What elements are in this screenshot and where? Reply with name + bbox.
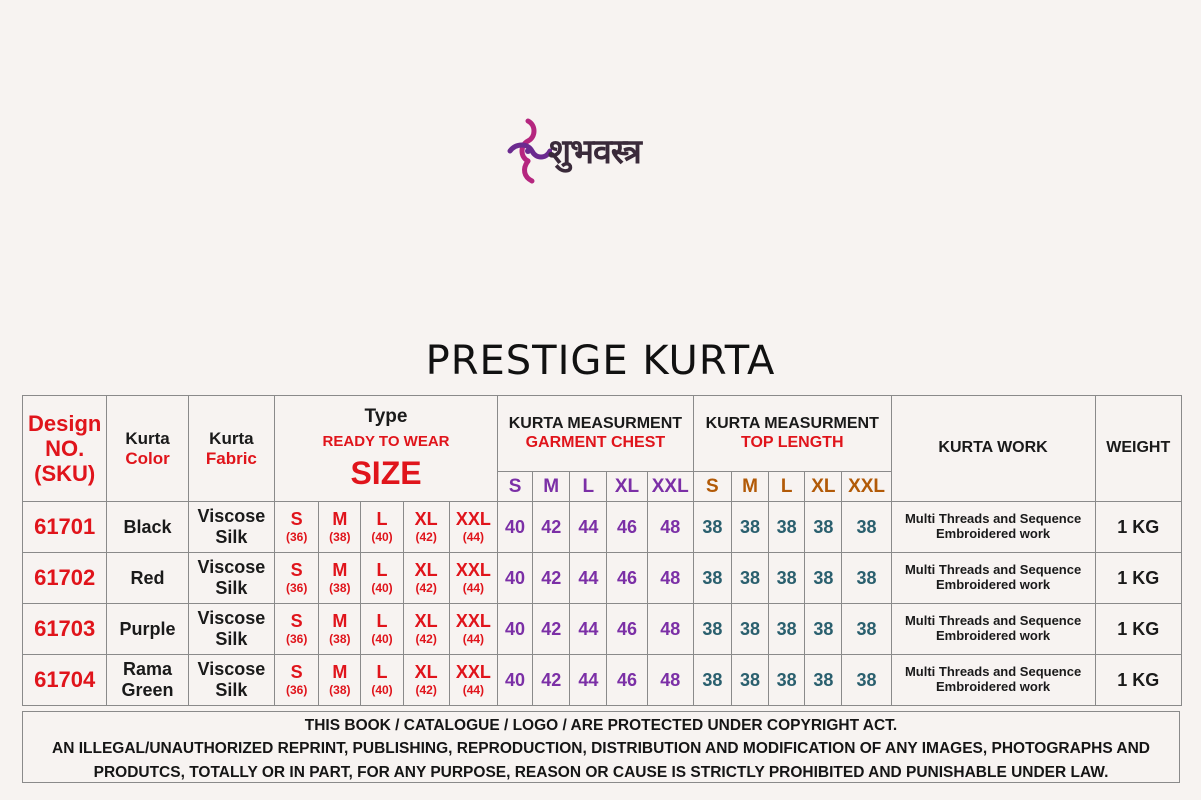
sku-cell: 61701 [23, 502, 107, 553]
copyright-line-3: PRODUTCS, TOTALLY OR IN PART, FOR ANY PURPOSE, REASON OR CAUSE IS STRICTLY PROHIBITED AND PUNISHABLE UNDER LAW. [93, 763, 1109, 781]
length-value: 38 [769, 604, 805, 655]
work-cell: Multi Threads and Sequence Embroidered work [891, 502, 1095, 553]
length-size-l: L [769, 472, 805, 502]
length-value: 38 [731, 553, 768, 604]
length-value: 38 [805, 553, 842, 604]
fabric-cell: Viscose Silk [188, 655, 274, 706]
table-row [23, 655, 1182, 706]
header-design-no: Design NO. (SKU) [23, 396, 107, 502]
sku-cell: 61702 [23, 553, 107, 604]
length-value: 38 [693, 553, 731, 604]
ready-size-cell: S (36) [275, 604, 319, 655]
work-cell: Multi Threads and Sequence Embroidered work [891, 604, 1095, 655]
header-kurta-work: KURTA WORK [891, 396, 1095, 502]
ready-size-cell: XL (42) [403, 655, 449, 706]
chest-size-m: M [533, 472, 570, 502]
length-value: 38 [769, 553, 805, 604]
table-row [23, 604, 1182, 655]
weight-cell: 1 KG [1095, 553, 1181, 604]
brand-logo [506, 110, 702, 190]
chest-value: 42 [533, 604, 570, 655]
table-row [23, 502, 1182, 553]
work-cell: Multi Threads and Sequence Embroidered work [891, 553, 1095, 604]
chest-value: 44 [570, 502, 607, 553]
chest-value: 46 [607, 502, 647, 553]
catalogue-title: PRESTIGE KURTA [425, 338, 776, 384]
length-value: 38 [693, 655, 731, 706]
ready-size-cell: S (36) [275, 553, 319, 604]
length-value: 38 [731, 502, 768, 553]
chest-size-xxl: XXL [647, 472, 693, 502]
chest-value: 48 [647, 604, 693, 655]
ready-size-cell: M (38) [319, 553, 361, 604]
ready-size-cell: XXL (44) [449, 502, 497, 553]
header-top-length: KURTA MEASURMENT TOP LENGTH [693, 396, 891, 472]
length-value: 38 [769, 655, 805, 706]
ready-size-cell: XXL (44) [449, 553, 497, 604]
length-value: 38 [805, 502, 842, 553]
ready-size-cell: L (40) [361, 553, 403, 604]
copyright-line-2: AN ILLEGAL/UNAUTHORIZED REPRINT, PUBLISHING, REPRODUCTION, DISTRIBUTION AND MODIFICATION OF ANY IMAGES, PHOTOGRAPHS AND [52, 740, 1150, 758]
length-size-xxl: XXL [842, 472, 891, 502]
length-value: 38 [805, 604, 842, 655]
length-value: 38 [769, 502, 805, 553]
chest-value: 40 [497, 502, 532, 553]
chest-value: 48 [647, 502, 693, 553]
copyright-line-1: THIS BOOK / CATALOGUE / LOGO / ARE PROTECTED UNDER COPYRIGHT ACT. [304, 717, 898, 734]
ready-size-cell: XXL (44) [449, 655, 497, 706]
work-cell: Multi Threads and Sequence Embroidered work [891, 655, 1095, 706]
header-type-size: Type READY TO WEAR SIZE [275, 396, 498, 502]
chest-value: 44 [570, 655, 607, 706]
chest-value: 46 [607, 604, 647, 655]
header-kurta-fabric: Kurta Fabric [188, 396, 274, 502]
swastik-swirl-logo-icon [506, 115, 552, 185]
chest-value: 48 [647, 655, 693, 706]
weight-cell: 1 KG [1095, 604, 1181, 655]
weight-cell: 1 KG [1095, 502, 1181, 553]
chest-value: 46 [607, 655, 647, 706]
chest-size-s: S [497, 472, 532, 502]
weight-cell: 1 KG [1095, 655, 1181, 706]
fabric-cell: Viscose Silk [188, 604, 274, 655]
ready-size-cell: XL (42) [403, 502, 449, 553]
color-cell: Red [107, 553, 188, 604]
ready-size-cell: L (40) [361, 604, 403, 655]
ready-size-cell: M (38) [319, 502, 361, 553]
length-value: 38 [731, 604, 768, 655]
chest-size-l: L [570, 472, 607, 502]
ready-size-cell: S (36) [275, 655, 319, 706]
fabric-cell: Viscose Silk [188, 553, 274, 604]
length-value: 38 [842, 655, 891, 706]
ready-size-cell: M (38) [319, 604, 361, 655]
chest-value: 40 [497, 604, 532, 655]
length-value: 38 [731, 655, 768, 706]
chest-value: 42 [533, 502, 570, 553]
ready-size-cell: L (40) [361, 655, 403, 706]
length-value: 38 [693, 502, 731, 553]
table-row [23, 553, 1182, 604]
size-chart-table [22, 395, 1182, 706]
chest-value: 44 [570, 553, 607, 604]
fabric-cell: Viscose Silk [188, 502, 274, 553]
ready-size-cell: M (38) [319, 655, 361, 706]
length-size-xl: XL [805, 472, 842, 502]
length-value: 38 [693, 604, 731, 655]
chest-size-xl: XL [607, 472, 647, 502]
header-row [23, 396, 1182, 472]
chest-value: 42 [533, 655, 570, 706]
length-value: 38 [842, 553, 891, 604]
color-cell: Rama Green [107, 655, 188, 706]
length-value: 38 [842, 502, 891, 553]
color-cell: Black [107, 502, 188, 553]
length-size-m: M [731, 472, 768, 502]
chest-value: 40 [497, 553, 532, 604]
chest-value: 44 [570, 604, 607, 655]
header-garment-chest: KURTA MEASURMENT GARMENT CHEST [497, 396, 693, 472]
chest-value: 48 [647, 553, 693, 604]
length-size-s: S [693, 472, 731, 502]
sku-cell: 61703 [23, 604, 107, 655]
color-cell: Purple [107, 604, 188, 655]
ready-size-cell: L (40) [361, 502, 403, 553]
chest-value: 42 [533, 553, 570, 604]
chest-value: 40 [497, 655, 532, 706]
length-value: 38 [805, 655, 842, 706]
chest-value: 46 [607, 553, 647, 604]
sku-cell: 61704 [23, 655, 107, 706]
ready-size-cell: S (36) [275, 502, 319, 553]
brand-name: शुभवस्त्र [548, 132, 641, 172]
header-weight: WEIGHT [1095, 396, 1181, 502]
copyright-notice [22, 711, 1180, 783]
ready-size-cell: XL (42) [403, 604, 449, 655]
ready-size-cell: XXL (44) [449, 604, 497, 655]
ready-size-cell: XL (42) [403, 553, 449, 604]
header-kurta-color: Kurta Color [107, 396, 188, 502]
length-value: 38 [842, 604, 891, 655]
